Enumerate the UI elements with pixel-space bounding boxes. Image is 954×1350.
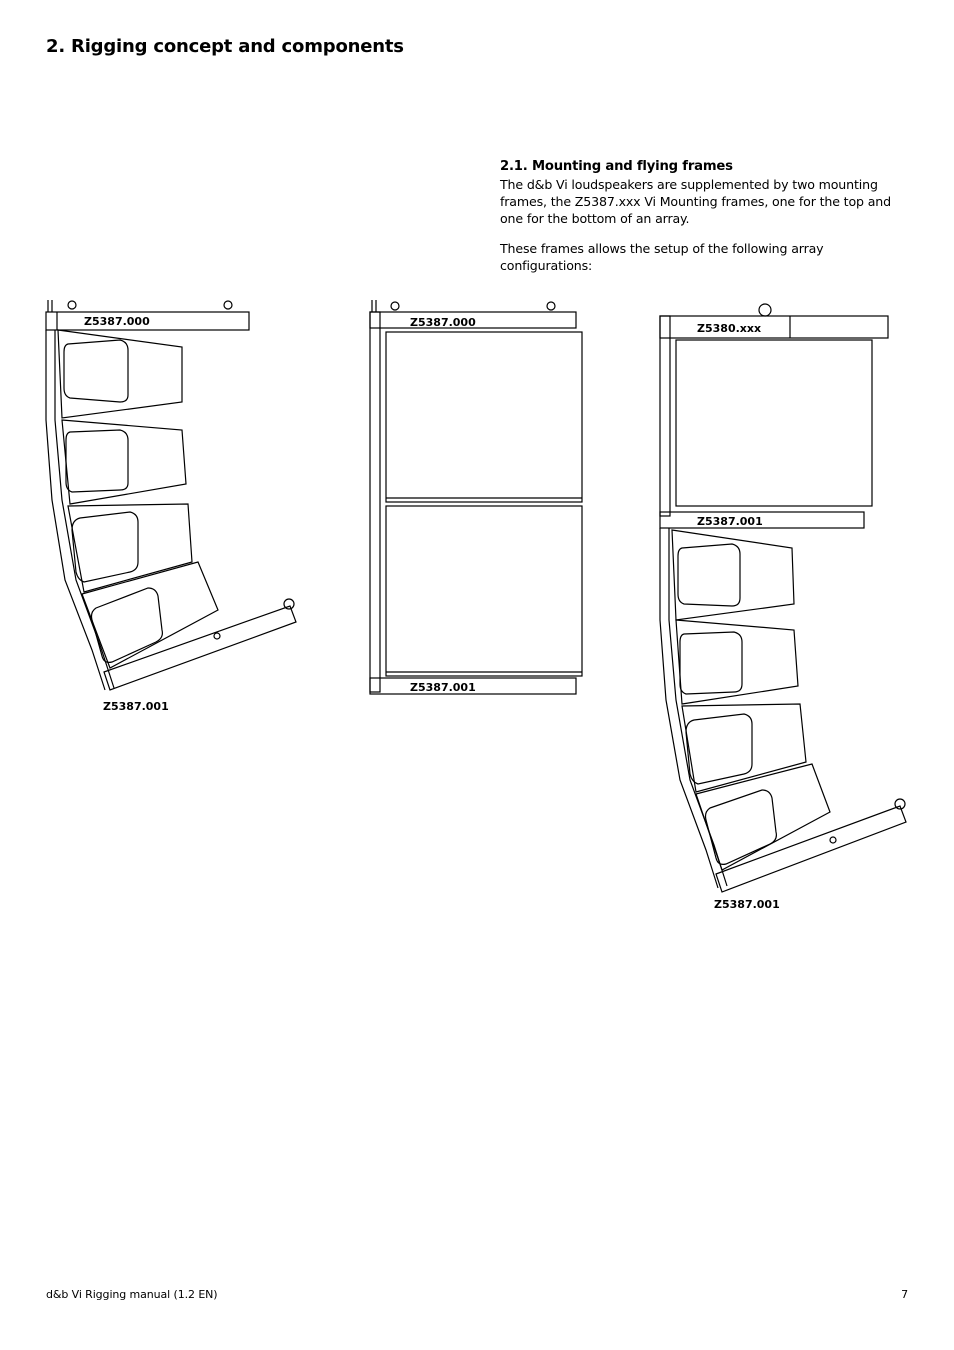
footer-manual-title: d&b Vi Rigging manual (1.2 EN) [46, 1288, 218, 1301]
diagram-curved-array [46, 300, 296, 713]
diagram-straight-array [370, 300, 582, 694]
subwoofer-cabinet [386, 332, 582, 502]
frame-label: Z5387.001 [714, 898, 780, 911]
bottom-frame [716, 806, 906, 892]
frame-label: Z5387.000 [410, 316, 476, 329]
section-heading: 2.1. Mounting and flying frames [500, 159, 733, 174]
loudspeaker-cabinet [68, 504, 192, 592]
frame-label: Z5387.001 [103, 700, 169, 713]
loudspeaker-cabinet [672, 530, 794, 620]
loudspeaker-cabinet [682, 704, 806, 792]
subwoofer-cabinet [676, 340, 872, 506]
loudspeaker-cabinet [58, 330, 182, 418]
bottom-frame [104, 606, 296, 690]
frame-label: Z5380.xxx [697, 322, 762, 335]
page-title: 2. Rigging concept and components [46, 36, 404, 57]
frame-label: Z5387.001 [697, 515, 763, 528]
loudspeaker-cabinet [62, 420, 186, 504]
loudspeaker-cabinet [676, 620, 798, 704]
section-paragraph-2: These frames allows the setup of the following array configurations: [500, 241, 824, 273]
top-frame [660, 316, 888, 338]
section-paragraph-1: The d&b Vi loudspeakers are supplemented by two mounting frames, the Z5387.xxx Vi Mounting frames, one for the top and one for the bottom of an array. [500, 177, 891, 226]
subwoofer-cabinet [386, 506, 582, 676]
frame-label: Z5387.000 [84, 315, 150, 328]
frame-label: Z5387.001 [410, 681, 476, 694]
diagram-combined-array [660, 304, 906, 911]
footer-page-number: 7 [901, 1288, 908, 1301]
